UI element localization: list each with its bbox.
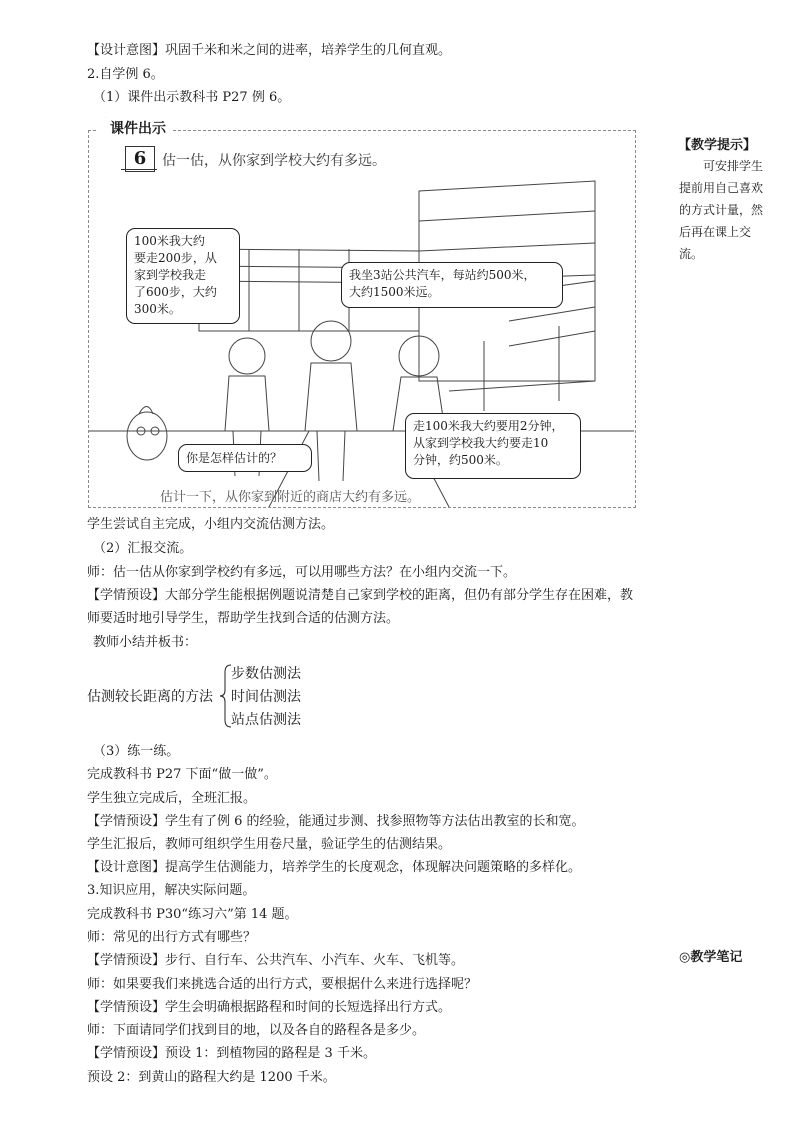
text-line: 师：如果要我们来挑选合适的出行方式，要根据什么来进行选择呢？ [87,977,478,992]
bubble1-line: 要走200步，从 [134,251,217,265]
speech-bubble-time [405,413,581,479]
sidebar-tip: 可安排学生提前用自己喜欢的方式计量，然后再在课上交流。 [679,159,764,261]
figure-bottom-prompt: 估计一下，从你家到附近的商店大约有多远。 [160,490,421,505]
text-line: 师：估一估从你家到学校约有多远，可以用哪些方法？在小组内交流一下。 [87,565,517,580]
text-line: 师要适时地引导学生，帮助学生找到合适的估测方法。 [87,611,400,626]
text-line: 师：下面请同学们找到目的地，以及各自的路程各是多少。 [87,1023,426,1038]
board-label: 估测较长距离的方法 [87,689,213,705]
text-line: 【设计意图】提高学生估测能力，培养学生的长度观念，体现解决问题策略的多样化。 [87,860,582,875]
text-line: 学生独立完成后，全班汇报。 [87,791,257,806]
text-line: 师：常见的出行方式有哪些？ [87,930,257,945]
bubble4-line: 走100米我大约要用2分钟， [413,419,564,433]
text-line: 学生汇报后，教师可组织学生用卷尺量，验证学生的估测结果。 [87,837,452,852]
method-item: 步数估测法 [231,666,301,682]
text-line: 【学情预设】学生会明确根据路程和时间的长短选择出行方式。 [87,1000,452,1015]
bubble4-line: 分钟，约500米。 [413,453,508,467]
step-3: （3）练一练。 [93,744,180,759]
text-line: 【学情预设】步行、自行车、公共汽车、小汽车、火车、飞机等。 [87,953,465,968]
example-prompt: 估一估，从你家到学校大约有多远。 [162,153,386,169]
speech-bubble-question: 你是怎样估计的？ [178,444,312,472]
teaching-notes-label: ◎教学笔记 [679,950,743,965]
bubble2-line: 我坐3站公共汽车，每站约500米， [349,268,536,282]
text-line: 教师小结并板书： [93,635,198,650]
step-1: （1）课件出示教科书 P27 例 6。 [93,90,291,105]
text-line: 完成教科书 P30“练习六”第 14 题。 [87,907,298,922]
text-line: 学生尝试自主完成，小组内交流估测方法。 [87,517,335,532]
method-item: 站点估测法 [231,712,301,728]
bubble1-line: 100米我大约 [134,234,205,248]
section-heading-3: 3.知识应用，解决实际问题。 [87,883,256,898]
text-line: 完成教科书 P27 下面“做一做”。 [87,767,277,782]
speech-bubble-bus [341,262,563,308]
text-line: 【学情预设】预设 1：到植物园的路程是 3 千米。 [87,1046,376,1061]
bubble1-line: 家到学校我走 [134,268,207,282]
courseware-tab: 课件出示 [96,118,172,140]
design-intent-1: 【设计意图】巩固千米和米之间的进率，培养学生的几何直观。 [87,43,452,58]
speech-bubble-steps [126,228,240,324]
method-item: 时间估测法 [231,689,301,705]
text-line: 【学情预设】大部分学生能根据例题说清楚自己家到学校的距离，但仍有部分学生存在困难，教 [87,588,634,603]
bubble1-line: 300米。 [134,302,181,316]
bubble4-line: 从家到学校我大约要走10 [413,436,549,450]
example-number-box: 6 [125,146,155,172]
step-2: （2）汇报交流。 [93,541,193,556]
section-heading-2: 2.自学例 6。 [87,67,164,82]
text-line: 【学情预设】学生有了例 6 的经验，能通过步测、找参照物等方法估出教室的长和宽。 [87,814,585,829]
bubble2-line: 大约1500米远。 [349,285,440,299]
bubble1-line: 了600步，大约 [134,285,217,299]
text-line: 预设 2：到黄山的路程大约是 1200 千米。 [87,1070,336,1085]
sidebar-title: 【教学提示】 [678,138,757,153]
